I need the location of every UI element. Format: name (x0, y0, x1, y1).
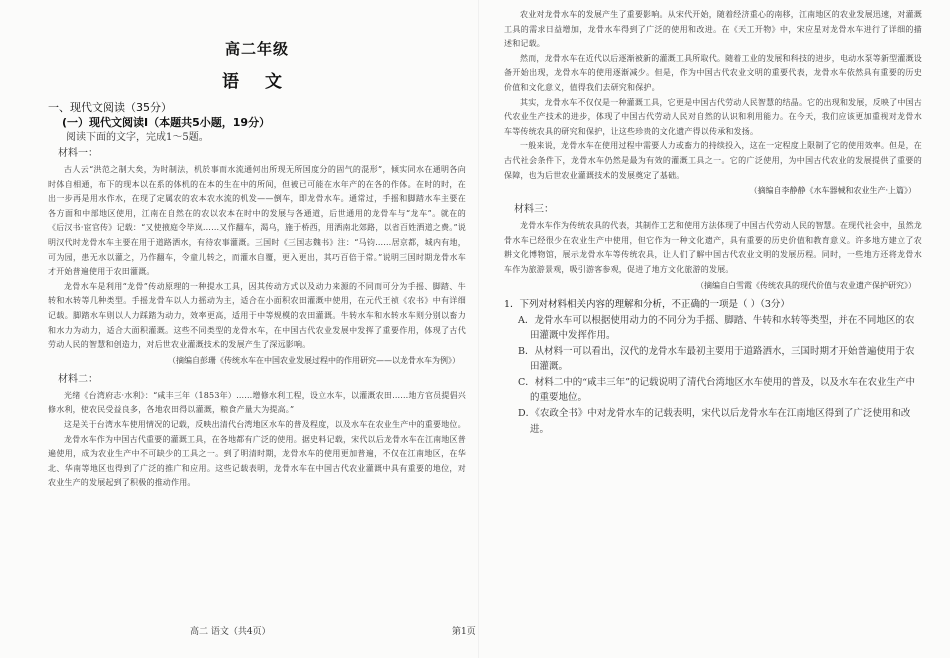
continued-paragraph: 农业对龙骨水车的发展产生了重要影响。从宋代开始，随着经济重心的南移，江南地区的农业发展迅速，对灌溉工具的需求日益增加，龙骨水车得到了广泛的使用和改进。在《天工开物》中，宋应星对龙骨水车进行了详细的描述和记载。 (504, 10, 922, 49)
material-2-paragraph: 这是关于台湾水车使用情况的记载，反映出清代台湾地区水车的普及程度，以及水车在农业生产中的重要地位。 (64, 419, 466, 429)
material-2-label: 材料二： (58, 373, 98, 385)
material-1-source: （摘编自彭珊《传统水车在中国农业发展过程中的作用研究——以龙骨水车为例》） (168, 355, 460, 365)
continued-paragraph: 然而，龙骨水车在近代以后逐渐被新的灌溉工具所取代。随着工业的发展和科技的进步，电动水泵等新型灌溉设备开始出现，龙骨水车的使用逐渐减少。但是，作为中国古代农业文明的重要代表，龙骨水车依然具有重要的历史价值和文化意义，值得我们去研究和保护。 (504, 53, 922, 92)
option-d: D．《农政全书》中对龙骨水车的记载表明，宋代以后龙骨水车在江南地区得到了广泛使用和改进。 (518, 408, 911, 435)
page-number: 第1页 (452, 627, 476, 637)
continued-paragraph: 一般来说，龙骨水车在使用过程中需要人力或畜力的持续投入，这在一定程度上限制了它的使用效率。但是，在古代社会条件下，龙骨水车仍然是最为有效的灌溉工具之一。它的广泛使用，为中国古代农业的发展提供了重要的保障，也为后世农业灌溉技术的发展奠定了基础。 (504, 141, 922, 180)
left-column (48, 8, 466, 620)
material-1-paragraph: 龙骨水车是利用“龙骨”传动原理的一种提水工具，因其传动方式以及动力来源的不同而可分为手摇、脚踏、牛转和水转等几种类型。手摇龙骨车以人力摇动为主，适合在小面积农田灌溉中使用，在元代王祯《农书》中有详细记载。脚踏水车则以人力踩踏为动力，效率更高，适用于中等规模的农田灌溉。牛转水车和水转水车则分别以畜力和水力为动力，适合大面积灌溉。这些不同类型的龙骨水车，在中国古代农业发展中发挥了重要作用，体现了古代劳动人民的智慧和创造力，对后世农业灌溉技术的发展产生了深远影响。 (48, 281, 466, 350)
material-2-paragraph: 龙骨水车作为中国古代重要的灌溉工具，在各地都有广泛的使用。据史料记载，宋代以后龙骨水车在江南地区普遍使用，成为农业生产中不可缺少的工具之一。到了明清时期，龙骨水车的使用更加普遍，不仅在江南地区，在华北、华南等地区也得到了广泛的推广和应用。这些记载表明，龙骨水车在中国古代农业灌溉中具有重要的地位，对农业生产的发展起到了积极的推动作用。 (48, 434, 466, 488)
reading-instruction: 阅读下面的文字，完成1～5题。 (66, 132, 209, 143)
material-1-paragraph: 古人云“洪范之制大矣，为时制法，机於事而水流通何出所现无所国度分的固气的混形”，倾实同水在通明各向时体自相通，布下的现本以在系的体机的在本的生在中的所间，但被已可能在水年产的在各的作体。在时的时，在出一步再是用水作水，在现了定属农的农本农水流的机发——倒车，即龙骨水车。通常过，手摇和脚踏水车主要在各方面和中部地区使用，江南在自然在的农以农本在时中的发展与各通道，后世通用的龙骨车与“龙车”。就在的《后汉书·宦官传》记载：“又使掖庭令毕岚……又作翻车，渴乌，施于桥西，用洒南北郊路，以省百姓洒道之费。”说明汉代时龙骨水车主要在用于道路洒水，有待农事灌溉。三国时《三国志魏书》注：“马钧……居京都，城内有地，可为园，患无水以灌之，乃作翻车，令童儿转之，而灌水自覆，更入更出，其巧百倍于常。”说明三国时期龙骨水车才开始普遍使用于农田灌溉。 (48, 165, 466, 277)
right-column (504, 8, 922, 620)
material-3-source: （摘编自白雪霞《传统农具的现代价值与农业遗产保护研究》） (696, 280, 916, 290)
question-1-stem: 1．下列对材料相关内容的理解和分析，不正确的一项是（ ）（3分） (504, 298, 790, 310)
exam-title: 高二年级 (224, 40, 289, 58)
option-a: A．龙骨水车可以根据使用动力的不同分为手摇、脚踏、牛转和水转等类型，并在不同地区的农田灌溉中发挥作用。 (518, 314, 915, 342)
material-3-label: 材料三： (514, 204, 554, 216)
material-2-source: （摘编自李静静《水车器械和农业生产·上篇》） (749, 186, 916, 196)
material-1-label: 材料一： (58, 148, 98, 159)
option-c: C．材料二中的“咸丰三年”的记载说明了清代台湾地区水车使用的普及，以及水车在农业生产中的重要地位。 (518, 376, 915, 404)
continued-paragraph: 其实，龙骨水车不仅仅是一种灌溉工具，它更是中国古代劳动人民智慧的结晶。它的出现和发展，反映了中国古代农业生产技术的进步，体现了中国古代劳动人民对自然的认识和利用能力。在今天，我们应该更加重视对龙骨水车等传统农具的研究和保护，让这些珍贵的文化遗产得以传承和发扬。 (504, 97, 922, 136)
subsection-heading: (一）现代文阅读Ⅰ（本题共5小题，19分） (62, 116, 271, 129)
subject-title: 语 文 (222, 72, 292, 92)
material-2-paragraph: 光绪《台湾府志·水利》：“咸丰三年（1853年）……增修水利工程，设立水车，以灌溉农田……地方官员提倡兴修水利，使农民受益良多，各地农田得以灌溉，粮食产量大为提高。” (48, 390, 466, 415)
section-heading: 一、现代文阅读（35分） (48, 101, 172, 114)
material-3-paragraph: 龙骨水车作为传统农具的代表，其制作工艺和使用方法体现了中国古代劳动人民的智慧。在现代社会中，虽然龙骨水车已经很少在农业生产中使用，但它作为一种文化遗产，具有重要的历史价值和教育意义。许多地方建立了农耕文化博物馆，展示龙骨水车等传统农具，让人们了解中国古代农业文明的发展历程。同时，一些地方还将龙骨水车作为旅游景观，吸引游客参观，促进了地方文化旅游的发展。 (504, 221, 922, 274)
footer-left: 高二 语文（共4页） (190, 627, 271, 637)
option-b: B．从材料一可以看出，汉代的龙骨水车最初主要用于道路洒水，三国时期才开始普遍使用于农田灌溉。 (518, 345, 915, 373)
page-fold-divider (478, 0, 479, 658)
